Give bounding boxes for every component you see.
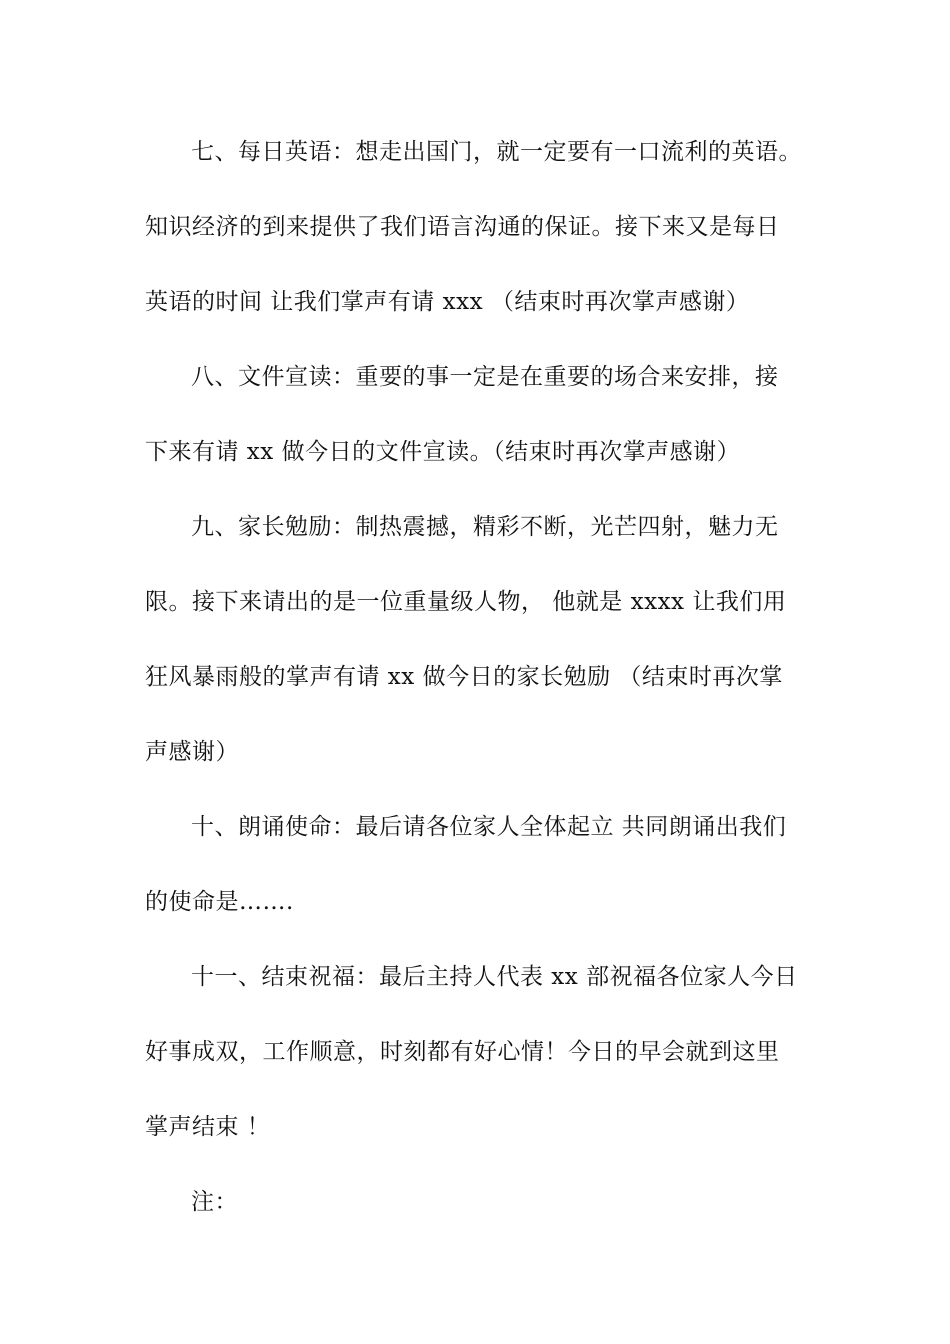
paragraph-mission-recital-line-1: 十、朗诵使命：最后请各位家人全体起立 共同朗诵出我们 xyxy=(191,814,787,840)
paragraph-parent-encouragement-line-3: 狂风暴雨般的掌声有请 xx 做今日的家长勉励 （结束时再次掌 xyxy=(145,664,783,690)
paragraph-parent-encouragement-line-2: 限。接下来请出的是一位重量级人物， 他就是 xxxx 让我们用 xyxy=(145,589,787,615)
paragraph-daily-english-line-1: 七、每日英语：想走出国门，就一定要有一口流利的英语。 xyxy=(191,139,802,165)
note-label: 注： xyxy=(191,1189,238,1215)
paragraph-parent-encouragement-line-4: 声感谢） xyxy=(145,739,239,765)
paragraph-document-reading-line-1: 八、文件宣读：重要的事一定是在重要的场合来安排，接 xyxy=(191,364,779,390)
document-body xyxy=(145,115,810,1240)
paragraph-daily-english-line-3: 英语的时间 让我们掌声有请 xxx （结束时再次掌声感谢） xyxy=(145,289,750,315)
paragraph-closing-blessing-line-1: 十一、结束祝福：最后主持人代表 xx 部祝福各位家人今日 xyxy=(191,964,798,990)
paragraph-closing-blessing-line-2: 好事成双，工作顺意，时刻都有好心情！今日的早会就到这里 xyxy=(145,1039,780,1065)
paragraph-daily-english-line-2: 知识经济的到来提供了我们语言沟通的保证。接下来又是每日 xyxy=(145,214,780,240)
paragraph-mission-recital-line-2: 的使命是……. xyxy=(145,889,294,915)
paragraph-closing-blessing-line-3: 掌声结束 ！ xyxy=(145,1114,271,1140)
paragraph-document-reading-line-2: 下来有请 xx 做今日的文件宣读。（结束时再次掌声感谢） xyxy=(145,439,741,465)
paragraph-parent-encouragement-line-1: 九、家长勉励：制热震撼，精彩不断，光芒四射，魅力无 xyxy=(191,514,779,540)
